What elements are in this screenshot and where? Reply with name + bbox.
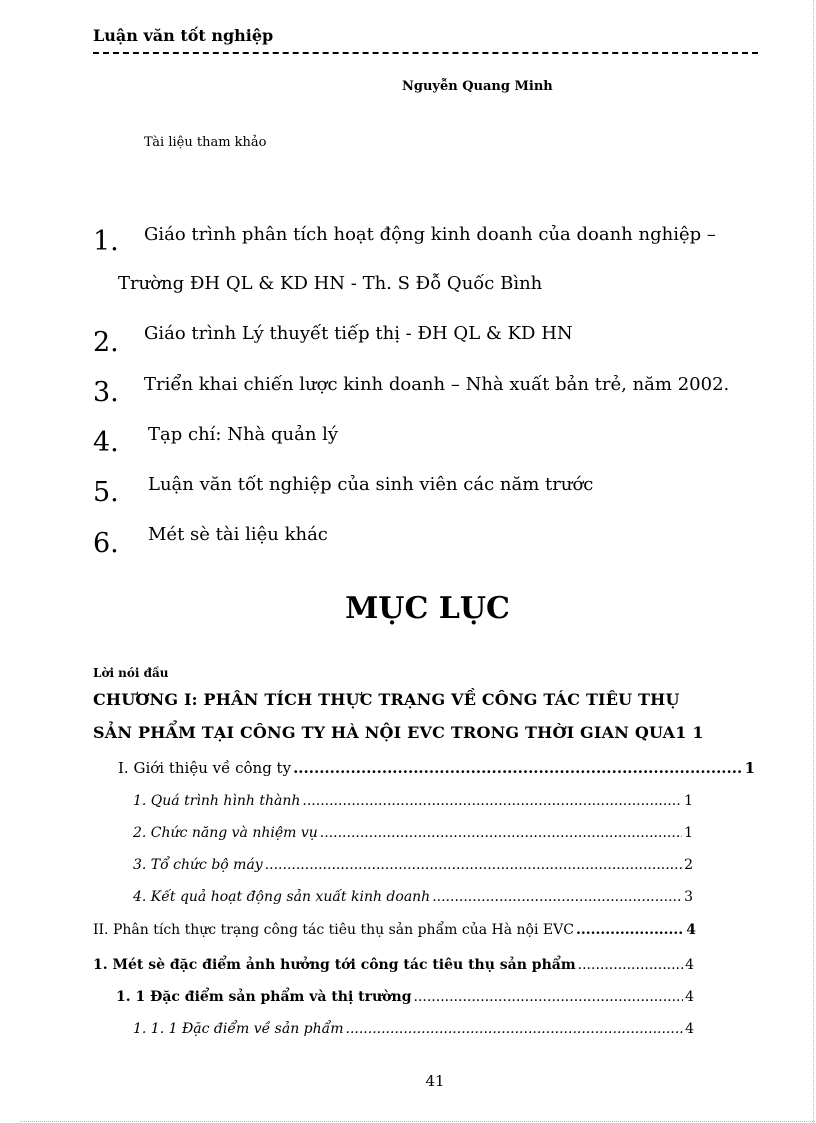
toc-leader bbox=[414, 989, 684, 1005]
toc-entry-page: 2 bbox=[684, 857, 693, 873]
toc-entry-label: I. Giới thiệu về công ty bbox=[118, 759, 292, 777]
reference-number: 2. bbox=[93, 327, 119, 358]
toc-entry bbox=[133, 857, 693, 873]
toc-entry-label: 4. Kết quả hoạt động sản xuất kinh doanh bbox=[133, 889, 431, 905]
toc-entry bbox=[133, 793, 693, 809]
toc-leader bbox=[293, 759, 742, 777]
toc-entry-page: 4 bbox=[685, 1021, 694, 1037]
toc-chapter-heading: CHƯƠNG I: PHÂN TÍCH THỰC TRẠNG VỀ CÔNG TÁC TIÊU THỤ bbox=[93, 690, 680, 709]
toc-leader bbox=[265, 857, 682, 873]
reference-number: 1. bbox=[93, 226, 119, 257]
toc-entry bbox=[133, 825, 693, 841]
toc-leader bbox=[302, 793, 682, 809]
toc-entry bbox=[118, 759, 755, 777]
toc-entry-page: 1 bbox=[684, 793, 693, 809]
toc-chapter-heading-continued: SẢN PHẨM TẠI CÔNG TY HÀ NỘI EVC TRONG THỜI GIAN QUA1 1 bbox=[93, 723, 704, 742]
reference-text: Mét sè tài liệu khác bbox=[148, 524, 328, 545]
toc-entry bbox=[93, 922, 696, 938]
toc-leader bbox=[346, 1021, 684, 1037]
toc-entry-page: 4 bbox=[685, 989, 694, 1005]
page-bottom-border bbox=[20, 1121, 815, 1122]
toc-entry-page: 4 bbox=[686, 922, 696, 938]
references-heading: Tài liệu tham khảo bbox=[144, 135, 267, 150]
reference-text: Tạp chí: Nhà quản lý bbox=[148, 424, 339, 445]
toc-entry-label: 3. Tổ chức bộ máy bbox=[133, 857, 263, 873]
reference-number: 3. bbox=[93, 377, 119, 408]
reference-text: Triển khai chiến lược kinh doanh – Nhà xuất bản trẻ, năm 2002. bbox=[144, 374, 730, 395]
reference-number: 4. bbox=[93, 427, 119, 458]
toc-title: MỤC LỤC bbox=[345, 591, 510, 626]
toc-intro: Lời nói đầu bbox=[93, 666, 169, 680]
toc-leader bbox=[576, 922, 684, 938]
header-title: Luận văn tốt nghiệp bbox=[93, 26, 274, 45]
toc-entry-label: 1. Mét sè đặc điểm ảnh hưởng tới công tác tiêu thụ sản phẩm bbox=[93, 957, 576, 973]
toc-entry-label: II. Phân tích thực trạng công tác tiêu thụ sản phẩm của Hà nội EVC bbox=[93, 922, 574, 938]
toc-leader bbox=[578, 957, 683, 973]
reference-number: 5. bbox=[93, 477, 119, 508]
toc-entry-page: 3 bbox=[684, 889, 693, 905]
reference-text: Giáo trình Lý thuyết tiếp thị - ĐH QL & KD HN bbox=[144, 323, 573, 344]
toc-entry bbox=[133, 889, 693, 905]
reference-text: Luận văn tốt nghiệp của sinh viên các năm trước bbox=[148, 474, 594, 495]
toc-entry-page: 1 bbox=[684, 825, 693, 841]
toc-leader bbox=[432, 889, 682, 905]
toc-entry-label: 1. 1. 1 Đặc điểm về sản phẩm bbox=[133, 1021, 344, 1037]
toc-entry-label: 1. Quá trình hình thành bbox=[133, 793, 301, 809]
toc-entry-page: 4 bbox=[685, 957, 694, 973]
toc-entry-label: 1. 1 Đặc điểm sản phẩm và thị trường bbox=[116, 989, 412, 1005]
toc-leader bbox=[320, 825, 682, 841]
reference-text-continued: Trường ĐH QL & KD HN - Th. S Đỗ Quốc Bình bbox=[118, 273, 543, 294]
reference-text: Giáo trình phân tích hoạt động kinh doanh của doanh nghiệp – bbox=[144, 224, 716, 245]
page-number: 41 bbox=[425, 1072, 445, 1090]
toc-entry bbox=[116, 989, 694, 1005]
toc-entry-label: 2. Chức năng và nhiệm vụ bbox=[133, 825, 318, 841]
page-right-border bbox=[813, 0, 814, 1123]
header-divider bbox=[93, 52, 758, 54]
author-name: Nguyễn Quang Minh bbox=[402, 79, 553, 94]
toc-entry bbox=[133, 1021, 694, 1037]
reference-number: 6. bbox=[93, 528, 119, 559]
toc-entry bbox=[93, 957, 694, 973]
toc-entry-page: 1 bbox=[744, 759, 755, 777]
